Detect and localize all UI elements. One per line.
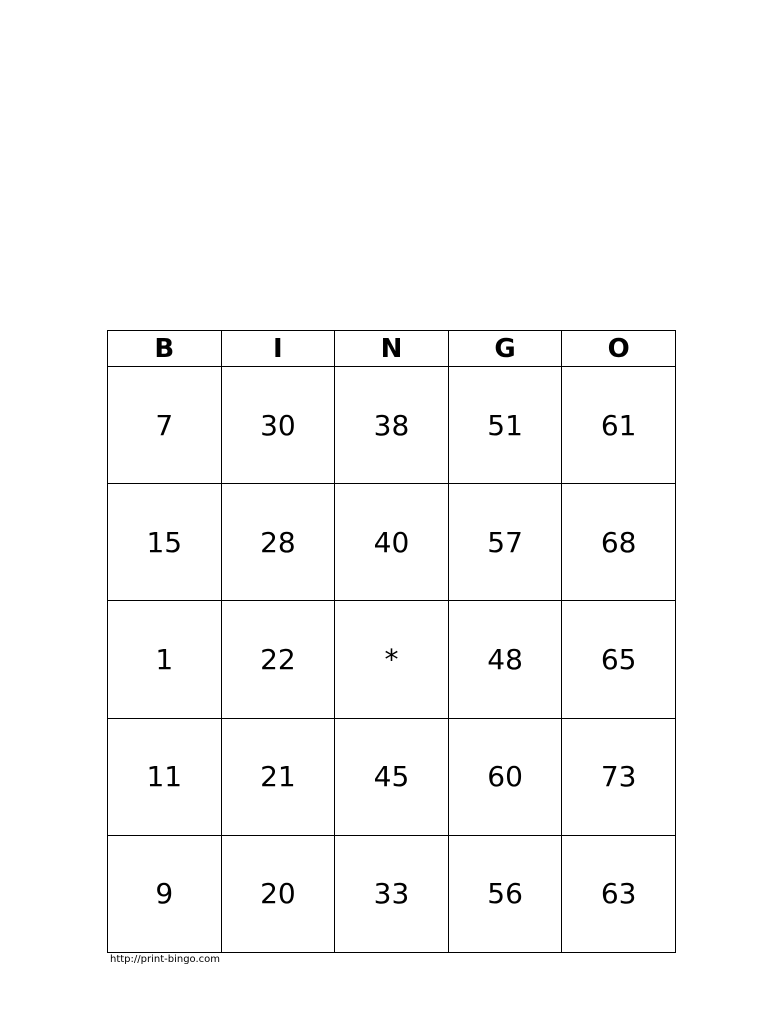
header-cell-b: B xyxy=(108,331,222,367)
number-cell: 63 xyxy=(562,835,676,952)
header-cell-o: O xyxy=(562,331,676,367)
card-row xyxy=(108,484,676,601)
card-row xyxy=(108,367,676,484)
number-cell: 15 xyxy=(108,484,222,601)
number-cell: 61 xyxy=(562,367,676,484)
number-cell: 11 xyxy=(108,718,222,835)
number-cell: 45 xyxy=(335,718,449,835)
number-cell: 48 xyxy=(448,601,562,718)
bingo-card xyxy=(107,330,676,953)
number-cell: 68 xyxy=(562,484,676,601)
number-cell: 30 xyxy=(221,367,335,484)
number-cell: 7 xyxy=(108,367,222,484)
number-cell: 73 xyxy=(562,718,676,835)
header-cell-i: I xyxy=(221,331,335,367)
header-row xyxy=(108,331,676,367)
number-cell: 56 xyxy=(448,835,562,952)
number-cell: 9 xyxy=(108,835,222,952)
free-space-cell: * xyxy=(335,601,449,718)
card-row xyxy=(108,601,676,718)
number-cell: 33 xyxy=(335,835,449,952)
number-cell: 65 xyxy=(562,601,676,718)
number-cell: 21 xyxy=(221,718,335,835)
number-cell: 28 xyxy=(221,484,335,601)
number-cell: 1 xyxy=(108,601,222,718)
card-row xyxy=(108,835,676,952)
card-row xyxy=(108,718,676,835)
header-cell-n: N xyxy=(335,331,449,367)
header-cell-g: G xyxy=(448,331,562,367)
number-cell: 40 xyxy=(335,484,449,601)
number-cell: 57 xyxy=(448,484,562,601)
footer-url: http://print-bingo.com xyxy=(110,954,221,965)
number-cell: 51 xyxy=(448,367,562,484)
number-cell: 22 xyxy=(221,601,335,718)
number-cell: 38 xyxy=(335,367,449,484)
number-cell: 60 xyxy=(448,718,562,835)
number-cell: 20 xyxy=(221,835,335,952)
